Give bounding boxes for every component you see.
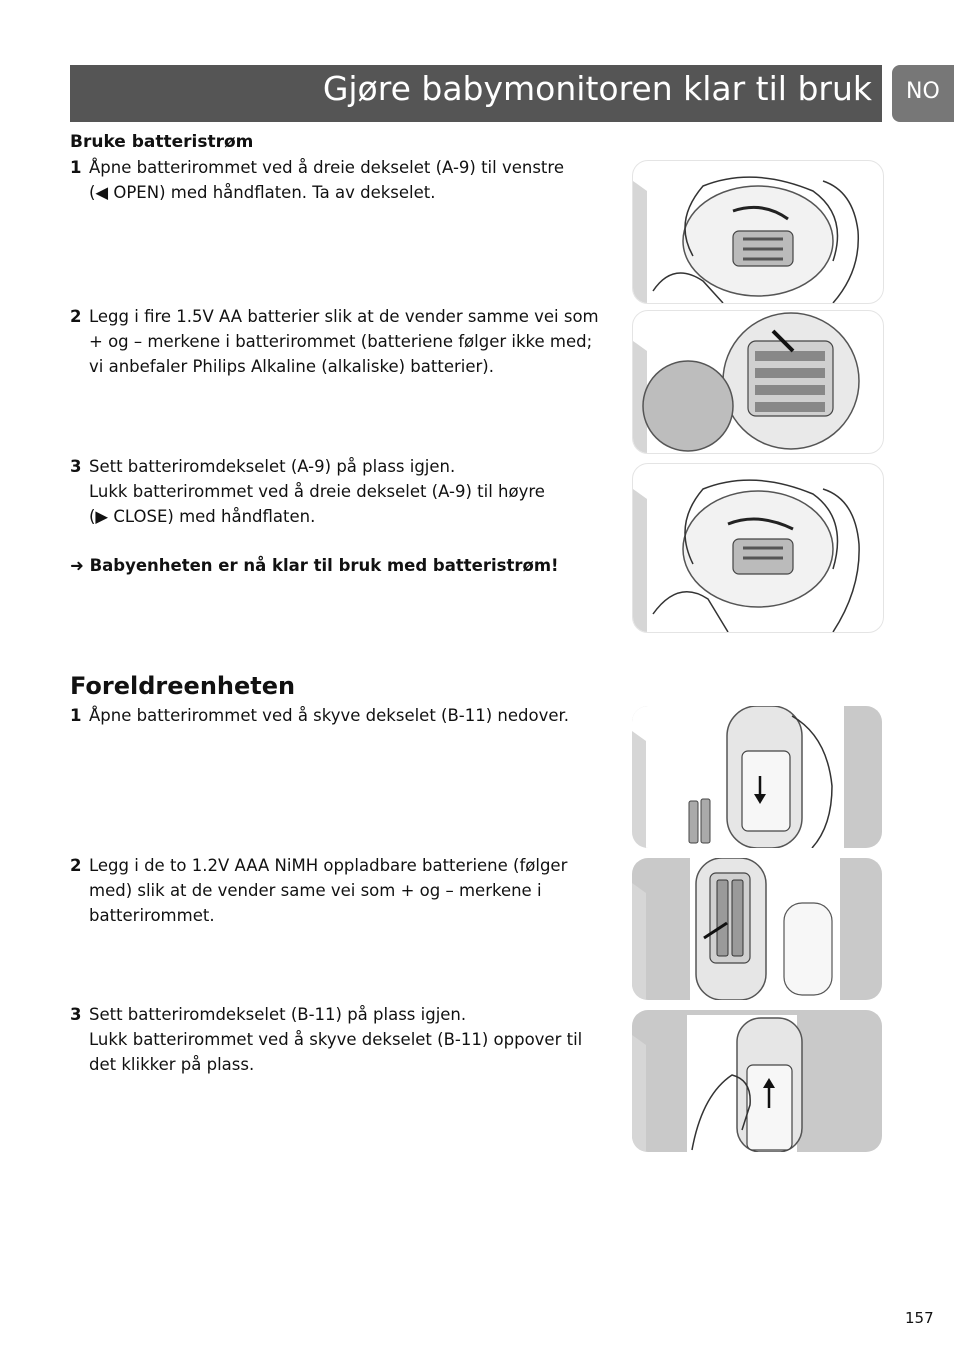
battery-step-3-line-2: Lukk batterirommet ved å dreie dekselet (A-9) til høyre [89, 482, 545, 501]
parent-step-2-line-2: med) slik at de vender same vei som + og – merkene i [89, 881, 542, 900]
illustration-close-baby-unit [632, 463, 884, 633]
parent-step-3-line-2: Lukk batterirommet ved å skyve dekselet (B-11) oppover til [89, 1030, 583, 1049]
battery-step-1-line-2: (◀ OPEN) med håndflaten. Ta av dekselet. [89, 183, 436, 202]
illustration-open-parent-unit [632, 706, 882, 848]
battery-step-3-number: 3 [70, 457, 82, 476]
illustration-insert-aaa-batteries [632, 858, 882, 1000]
battery-step-2-number: 2 [70, 307, 82, 326]
parent-step-2-line-1: Legg i de to 1.2V AAA NiMH oppladbare batteriene (følger [89, 856, 568, 875]
battery-result: ➜ Babyenheten er nå klar til bruk med batteristrøm! [70, 556, 559, 575]
battery-step-1-number: 1 [70, 158, 82, 177]
battery-step-3-text [89, 454, 545, 529]
parent-step-1-number: 1 [70, 706, 82, 725]
illustration-insert-aa-batteries [632, 310, 884, 454]
battery-step-1-line-1: Åpne batterirommet ved å dreie dekselet (A-9) til venstre [89, 158, 564, 177]
parent-step-2-line-3: batterirommet. [89, 906, 215, 925]
battery-step-1-text [89, 155, 564, 205]
language-tab [892, 65, 954, 122]
battery-step-2-line-1: Legg i fire 1.5V AA batterier slik at de vender samme vei som [89, 307, 599, 326]
parent-step-2-number: 2 [70, 856, 82, 875]
parent-step-3-line-1: Sett batteriromdekselet (B-11) på plass igjen. [89, 1005, 467, 1024]
header-bar [70, 65, 882, 122]
illustration-close-parent-unit [632, 1010, 882, 1152]
parent-step-1-line-1: Åpne batterirommet ved å skyve dekselet (B-11) nedover. [89, 706, 570, 725]
battery-step-2-line-2: + og – merkene i batterirommet (batteriene følger ikke med; [89, 332, 593, 351]
battery-step-2-line-3: vi anbefaler Philips Alkaline (alkaliske) batterier). [89, 357, 494, 376]
page-title: Gjøre babymonitoren klar til bruk [322, 69, 872, 108]
parent-step-1-text [89, 703, 569, 728]
battery-step-3-line-1: Sett batteriromdekselet (A-9) på plass igjen. [89, 457, 456, 476]
battery-subheading: Bruke batteristrøm [70, 132, 254, 152]
parent-section-title: Foreldreenheten [70, 672, 296, 700]
parent-step-3-text [89, 1002, 582, 1077]
battery-step-3-line-3: (▶ CLOSE) med håndflaten. [89, 507, 316, 526]
parent-step-3-line-3: det klikker på plass. [89, 1055, 255, 1074]
battery-step-2-text [89, 304, 599, 379]
parent-step-2-text [89, 853, 567, 928]
parent-step-3-number: 3 [70, 1005, 82, 1024]
illustration-open-baby-unit [632, 160, 884, 304]
page-number: 157 [905, 1309, 934, 1327]
language-tab-label: NO [906, 79, 940, 104]
